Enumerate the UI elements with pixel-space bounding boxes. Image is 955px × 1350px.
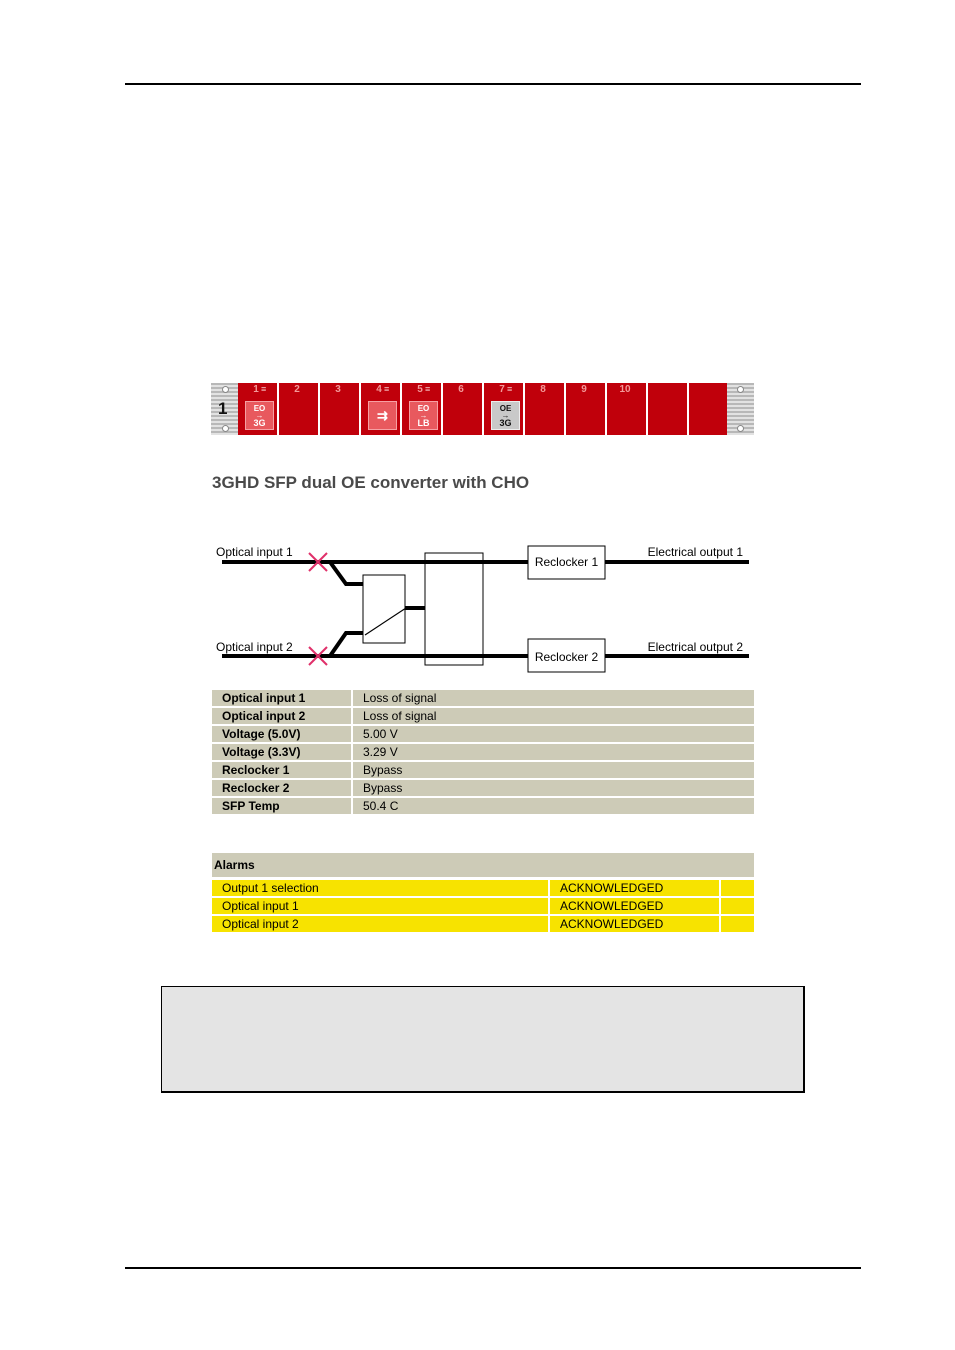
slot-number: 7 — [499, 384, 505, 395]
signal-icon: ≡ — [384, 384, 390, 394]
frame-slot[interactable] — [525, 383, 566, 435]
slot-number: 9 — [581, 384, 587, 395]
alarm-row[interactable] — [212, 898, 754, 914]
card-icon[interactable] — [245, 401, 274, 430]
slot-number: 6 — [458, 384, 464, 395]
alarm-name: Output 1 selection — [212, 880, 550, 896]
branch-line-2 — [330, 633, 363, 656]
status-label: Reclocker 1 — [212, 762, 353, 778]
screw-icon — [222, 425, 229, 432]
status-value: 50.4 C — [353, 798, 754, 814]
frame-number: 1 — [218, 399, 228, 418]
status-row — [212, 798, 754, 814]
slot-number: 2 — [294, 384, 300, 395]
frame-slot[interactable] — [320, 383, 361, 435]
changeover-card-icon: ⇉ — [377, 408, 388, 423]
frame-right-end — [727, 383, 754, 435]
frame-left-end — [211, 383, 238, 435]
frame-slot[interactable] — [689, 383, 730, 435]
alarm-row[interactable] — [212, 916, 754, 932]
screw-icon — [737, 425, 744, 432]
alarm-ack-cell[interactable] — [721, 880, 754, 896]
arrow-right-icon: → — [501, 411, 510, 420]
routing-block — [425, 553, 483, 665]
status-label: Voltage (3.3V) — [212, 744, 353, 760]
card-format-label: LB — [417, 418, 430, 428]
signal-icon: ≡ — [425, 384, 431, 394]
alarm-ack-cell[interactable] — [721, 916, 754, 932]
note-box — [161, 986, 805, 1093]
status-value: Bypass — [353, 762, 754, 778]
frame-slot[interactable] — [607, 383, 648, 435]
status-row — [212, 762, 754, 778]
screw-icon — [222, 386, 229, 393]
alarms-table — [212, 878, 754, 934]
frame-slot[interactable] — [361, 383, 402, 435]
status-value: Loss of signal — [353, 690, 754, 706]
alarm-name: Optical input 2 — [212, 916, 550, 932]
electrical-output-1-label: Electrical output 1 — [647, 545, 743, 559]
frame-slot[interactable] — [484, 383, 525, 435]
arrow-right-icon: → — [255, 411, 264, 420]
frame-slot[interactable] — [566, 383, 607, 435]
card-icon[interactable] — [491, 401, 520, 430]
card-type-label: EO — [253, 404, 266, 413]
electrical-output-2-label: Electrical output 2 — [647, 640, 743, 654]
alarm-ack-cell[interactable] — [721, 898, 754, 914]
footer-rule — [125, 1267, 861, 1269]
status-value: Bypass — [353, 780, 754, 796]
status-label: Reclocker 2 — [212, 780, 353, 796]
card-format-label: 3G — [253, 418, 266, 428]
status-row — [212, 726, 754, 742]
header-rule — [125, 83, 861, 85]
status-label: Optical input 1 — [212, 690, 353, 706]
module-title: 3GHD SFP dual OE converter with CHO — [212, 473, 530, 492]
slot-number: 10 — [619, 384, 631, 395]
alarm-state: ACKNOWLEDGED — [550, 898, 721, 914]
status-label: Voltage (5.0V) — [212, 726, 353, 742]
status-label: Optical input 2 — [212, 708, 353, 724]
frame-slot[interactable] — [238, 383, 279, 435]
screw-icon — [737, 386, 744, 393]
status-row — [212, 690, 754, 706]
alarm-state: ACKNOWLEDGED — [550, 880, 721, 896]
frame-strip — [211, 383, 754, 435]
card-type-label: EO — [417, 404, 430, 413]
branch-line-1 — [330, 562, 363, 584]
signal-icon: ≡ — [261, 384, 267, 394]
frame-slot[interactable] — [648, 383, 689, 435]
status-row — [212, 744, 754, 760]
status-label: SFP Temp — [212, 798, 353, 814]
frame-slot[interactable] — [279, 383, 320, 435]
slot-number: 1 — [253, 384, 259, 395]
frame-slot[interactable] — [443, 383, 484, 435]
slot-number: 8 — [540, 384, 546, 395]
card-icon[interactable] — [409, 401, 438, 430]
reclocker-1-label: Reclocker 1 — [534, 555, 599, 569]
status-row — [212, 780, 754, 796]
status-value: 3.29 V — [353, 744, 754, 760]
signal-icon: ≡ — [507, 384, 513, 394]
slot-number: 3 — [335, 384, 341, 395]
optical-input-1-label: Optical input 1 — [216, 545, 293, 559]
arrow-right-icon: → — [419, 411, 428, 420]
alarms-header: Alarms — [212, 853, 754, 877]
optical-input-2-label: Optical input 2 — [216, 640, 293, 654]
signal-flow-diagram — [212, 540, 757, 680]
card-format-label: 3G — [499, 418, 512, 428]
alarm-name: Optical input 1 — [212, 898, 550, 914]
alarm-state: ACKNOWLEDGED — [550, 916, 721, 932]
alarm-row[interactable] — [212, 880, 754, 896]
slot-number: 5 — [417, 384, 423, 395]
slot-number: 4 — [376, 384, 382, 395]
card-icon[interactable] — [368, 401, 397, 430]
status-row — [212, 708, 754, 724]
status-value: Loss of signal — [353, 708, 754, 724]
card-type-label: OE — [499, 404, 512, 413]
frame-slot[interactable] — [402, 383, 443, 435]
reclocker-2-label: Reclocker 2 — [534, 650, 599, 664]
status-value: 5.00 V — [353, 726, 754, 742]
status-table — [212, 688, 754, 816]
